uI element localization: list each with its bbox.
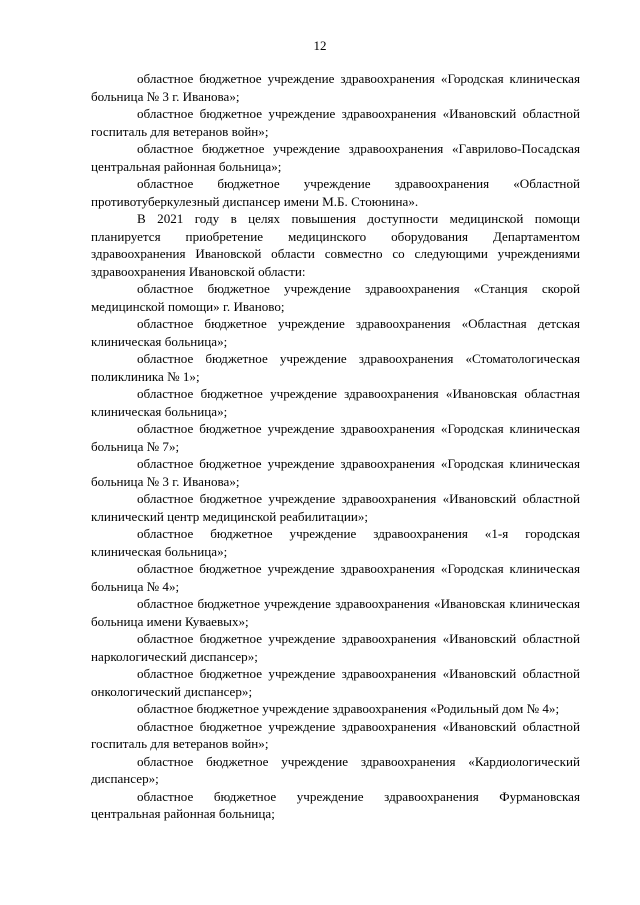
paragraph: областное бюджетное учреждение здравоохранения «1-я городская клиническая больница»; bbox=[91, 526, 580, 559]
paragraph: областное бюджетное учреждение здравоохранения «Ивановский областной онкологический диспансер»; bbox=[91, 666, 580, 699]
paragraph: областное бюджетное учреждение здравоохранения «Городская клиническая больница № 3 г. Иванова»; bbox=[91, 71, 580, 104]
paragraph: областное бюджетное учреждение здравоохранения «Городская клиническая больница № 7»; bbox=[91, 421, 580, 454]
paragraph: областное бюджетное учреждение здравоохранения «Станция скорой медицинской помощи» г. Иваново; bbox=[91, 281, 580, 314]
paragraph: В 2021 году в целях повышения доступности медицинской помощи планируется приобретение медицинского оборудования Департаментом здравоохранения Ивановской области совместно со следующими учреждениями здравоохранения Ивановской области: bbox=[91, 211, 580, 279]
body-text bbox=[91, 70, 580, 823]
paragraph: областное бюджетное учреждение здравоохранения «Родильный дом № 4»; bbox=[137, 701, 560, 716]
paragraph: областное бюджетное учреждение здравоохранения «Городская клиническая больница № 4»; bbox=[91, 561, 580, 594]
paragraph: областное бюджетное учреждение здравоохранения «Ивановский областной госпиталь для ветеранов войн»; bbox=[91, 106, 580, 139]
paragraph: областное бюджетное учреждение здравоохранения «Областной противотуберкулезный диспансер имени М.Б. Стоюнина». bbox=[91, 176, 580, 209]
paragraph: областное бюджетное учреждение здравоохранения «Ивановский областной госпиталь для ветеранов войн»; bbox=[91, 718, 580, 751]
paragraph: областное бюджетное учреждение здравоохранения «Кардиологический диспансер»; bbox=[91, 753, 580, 786]
paragraph: областное бюджетное учреждение здравоохранения «Ивановский областной наркологический диспансер»; bbox=[91, 631, 580, 664]
paragraph: областное бюджетное учреждение здравоохранения «Ивановский областной клинический центр медицинской реабилитации»; bbox=[91, 491, 580, 524]
paragraph: областное бюджетное учреждение здравоохранения «Областная детская клиническая больница»; bbox=[91, 316, 580, 349]
page-number: 12 bbox=[313, 38, 327, 53]
paragraph: областное бюджетное учреждение здравоохранения «Ивановская областная клиническая больница»; bbox=[91, 386, 580, 419]
paragraph: областное бюджетное учреждение здравоохранения «Городская клиническая больница № 3 г. Иванова»; bbox=[91, 456, 580, 489]
paragraph: областное бюджетное учреждение здравоохранения «Ивановская клиническая больница имени Куваевых»; bbox=[91, 596, 580, 629]
paragraph: областное бюджетное учреждение здравоохранения Фурмановская центральная районная больница; bbox=[91, 788, 580, 821]
paragraph: областное бюджетное учреждение здравоохранения «Стоматологическая поликлиника № 1»; bbox=[91, 351, 580, 384]
paragraph: областное бюджетное учреждение здравоохранения «Гаврилово-Посадская центральная районная больница»; bbox=[91, 141, 580, 174]
